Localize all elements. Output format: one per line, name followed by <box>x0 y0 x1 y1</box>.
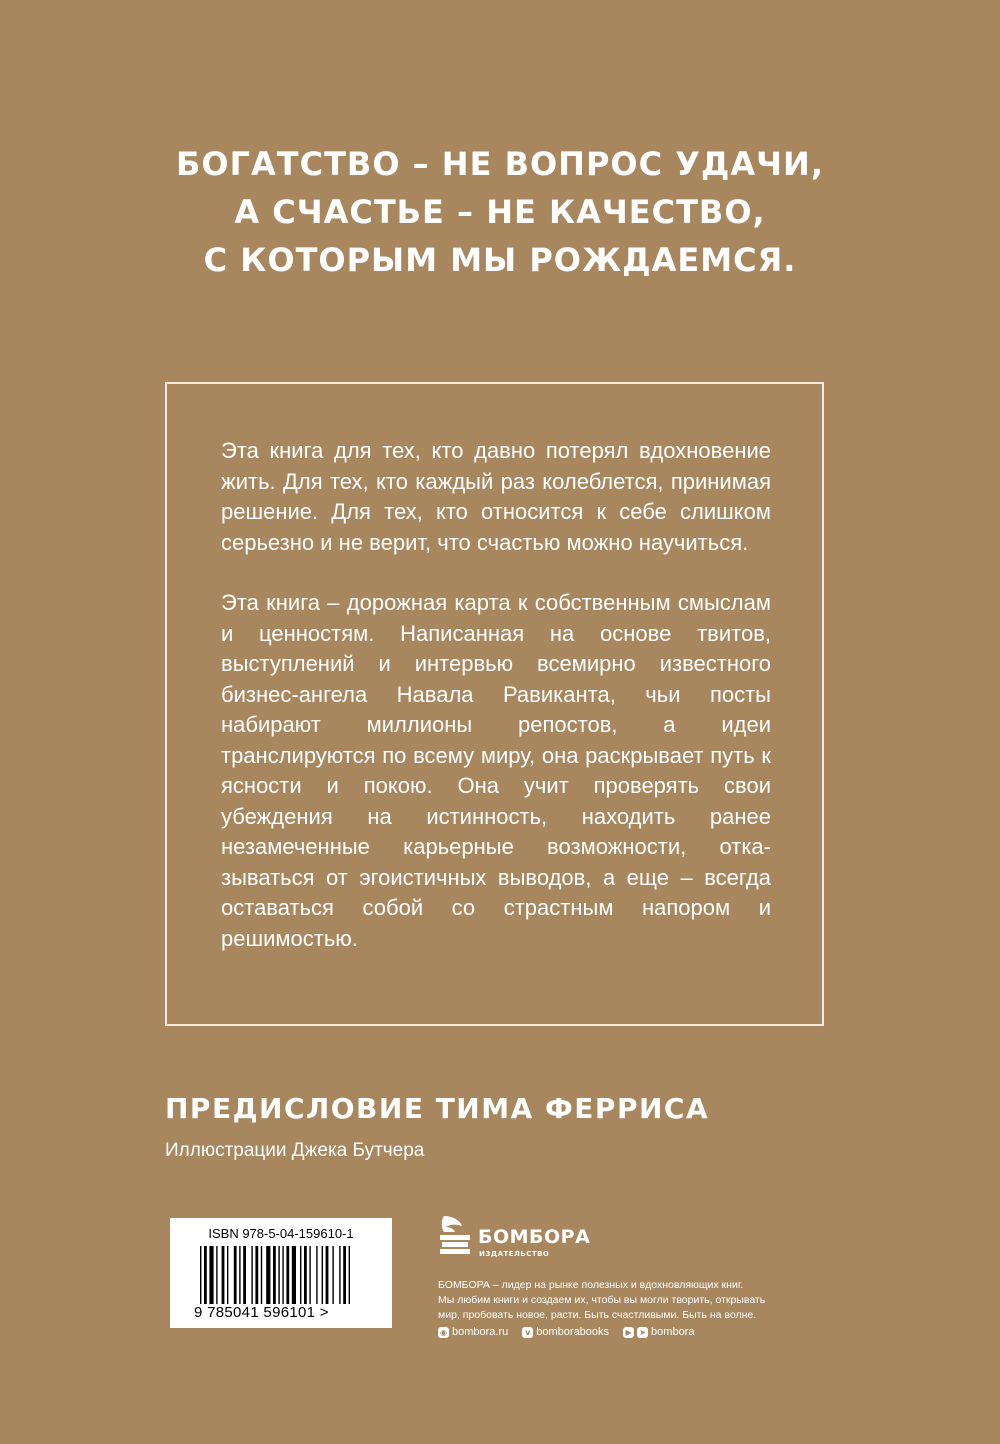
barcode-digits: 9 785041 596101 > <box>194 1304 329 1321</box>
publisher-description-line-3: мир, пробовать новое, расти. Быть счастливыми. Быть на волне. <box>438 1309 757 1321</box>
social-other[interactable] <box>623 1326 694 1338</box>
globe-icon: ◉ <box>438 1327 449 1338</box>
barcode-block <box>170 1218 392 1328</box>
social-site-label: bombora.ru <box>452 1326 509 1338</box>
vk-icon: v <box>522 1327 533 1338</box>
headline-line-1: БОГАТСТВО – НЕ ВОПРОС УДАЧИ, <box>176 145 824 183</box>
publisher-subtitle: ИЗДАТЕЛЬСТВО <box>479 1250 550 1258</box>
isbn-text: ISBN 978-5-04-159610-1 <box>208 1226 354 1241</box>
social-vk-label: bomborabooks <box>536 1326 610 1338</box>
headline-line-3: С КОТОРЫМ МЫ РОЖДАЕМСЯ. <box>203 241 797 279</box>
preface-credit: ПРЕДИСЛОВИЕ ТИМА ФЕРРИСА <box>165 1092 710 1125</box>
blurb-paragraph-1: Эта книга для тех, кто давно потерял вдохновение жить. Для тех, кто каждый раз колеблется, принимая решение. Для тех, кто относится к себе слишком серьезно и не верит, что счастью можно научиться. <box>221 438 771 555</box>
headline-line-2: А СЧАСТЬЕ – НЕ КАЧЕСТВО, <box>234 193 766 231</box>
headline <box>150 140 850 284</box>
publisher-name: БОМБОРА <box>478 1226 591 1248</box>
blurb-text <box>221 436 771 984</box>
publisher-description <box>438 1278 798 1323</box>
publisher-social-links <box>438 1326 708 1338</box>
publisher-description-line-2: Мы любим книги и создаем их, чтобы вы могли творить, открывать <box>438 1294 766 1306</box>
illustrations-credit: Иллюстрации Джека Бутчера <box>165 1140 425 1161</box>
bombora-logo-icon <box>438 1214 474 1256</box>
social-site[interactable] <box>438 1326 508 1338</box>
blurb-frame <box>165 382 824 1026</box>
social-vk[interactable] <box>522 1326 609 1338</box>
telegram-icon: ➤ <box>637 1327 648 1338</box>
social-other-label: bombora <box>651 1326 695 1338</box>
barcode-icon <box>200 1246 362 1304</box>
publisher-description-line-1: БОМБОРА – лидер на рынке полезных и вдохновляющих книг. <box>438 1279 744 1291</box>
youtube-icon: ▶ <box>623 1327 634 1338</box>
blurb-paragraph-2: Эта книга – дорожная карта к собственным смыслам и ценностям. Написанная на основе твитов, выступлений и интервью всемирно известного бизнес-ангела Навала Равиканта, чьи посты набирают миллионы репостов, а идеи транслируются по всему миру, она раскрывает путь к ясности и покою. Она учит проверять свои убеждения на истинность, находить ранее незамеченные карьерные возможности, отказываться от эгоистичных выводов, а еще – всегда оставаться собой со страстным напором и решимостью. <box>221 590 771 951</box>
